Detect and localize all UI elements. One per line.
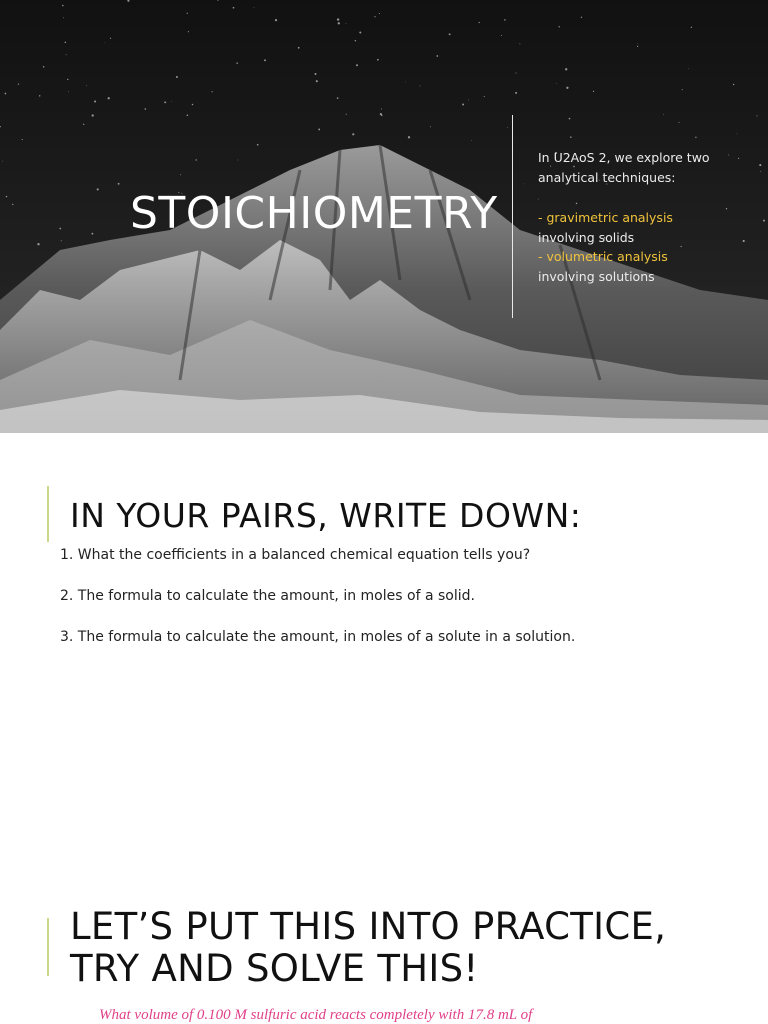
star-dot — [468, 100, 469, 101]
practice-heading-line2: TRY AND SOLVE THIS! — [70, 947, 479, 990]
star-dot — [504, 19, 506, 21]
star-dot — [68, 91, 69, 92]
star-dot — [187, 13, 188, 14]
star-dot — [257, 144, 259, 146]
star-dot — [678, 122, 679, 123]
star-dot — [637, 46, 638, 47]
star-dot — [180, 174, 181, 175]
technique-gravimetric-detail: involving solids — [538, 229, 635, 245]
star-dot — [479, 22, 480, 23]
star-dot — [682, 89, 683, 90]
star-dot — [22, 139, 23, 140]
star-dot — [145, 108, 147, 110]
pairs-heading: IN YOUR PAIRS, WRITE DOWN: — [70, 496, 582, 535]
star-dot — [346, 114, 347, 115]
star-dot — [12, 204, 13, 205]
star-dot — [638, 44, 639, 45]
star-dot — [118, 183, 120, 185]
star-dot — [519, 43, 520, 44]
star-dot — [420, 85, 421, 86]
intro-text-block — [538, 148, 753, 286]
star-dot — [236, 62, 238, 64]
star-dot — [61, 240, 62, 241]
star-dot — [59, 228, 61, 230]
star-dot — [164, 101, 166, 103]
technique-volumetric-detail: involving solutions — [538, 268, 655, 284]
star-dot — [759, 164, 761, 166]
star-dot — [110, 38, 111, 39]
technique-volumetric: - volumetric analysis — [538, 249, 668, 264]
star-dot — [484, 96, 485, 97]
star-dot — [763, 220, 765, 222]
intro-paragraph: In U2AoS 2, we explore two analytical techniques: — [538, 150, 710, 185]
practice-question: What volume of 0.100 M sulfuric acid reacts completely with 17.8 mL of — [99, 1007, 533, 1023]
star-dot — [94, 100, 96, 102]
star-dot — [449, 33, 451, 35]
star-dot — [507, 127, 508, 128]
star-dot — [405, 82, 406, 83]
star-dot — [187, 114, 189, 116]
star-dot — [516, 73, 517, 74]
star-dot — [430, 126, 431, 127]
star-dot — [436, 55, 438, 57]
star-dot — [356, 64, 358, 66]
star-dot — [318, 128, 320, 130]
vertical-divider — [512, 115, 513, 318]
star-dot — [352, 133, 354, 135]
star-dot — [408, 136, 410, 138]
star-dot — [377, 59, 379, 61]
star-dot — [523, 184, 524, 185]
star-dot — [316, 80, 318, 82]
star-dot — [337, 97, 339, 99]
practice-heading-line1: LET’S PUT THIS INTO PRACTICE, — [70, 905, 667, 948]
star-dot — [6, 196, 7, 197]
star-dot — [192, 104, 194, 106]
practice-heading — [70, 906, 666, 990]
star-dot — [515, 92, 517, 94]
star-dot — [39, 95, 40, 96]
list-item: 3. The formula to calculate the amount, in moles of a solute in a solution. — [60, 629, 576, 645]
star-dot — [556, 83, 557, 84]
star-dot — [188, 31, 189, 32]
star-dot — [264, 59, 266, 61]
star-dot — [346, 23, 347, 24]
star-dot — [105, 43, 106, 44]
star-dot — [65, 42, 66, 43]
star-dot — [581, 17, 582, 18]
star-dot — [92, 114, 94, 116]
star-dot — [275, 19, 277, 21]
accent-bar — [47, 918, 49, 976]
list-item: 1. What the coefficients in a balanced chemical equation tells you? — [60, 547, 531, 563]
star-dot — [737, 133, 738, 134]
list-item: 2. The formula to calculate the amount, in moles of a solid. — [60, 588, 475, 604]
star-dot — [381, 109, 382, 110]
star-dot — [37, 243, 39, 245]
star-dot — [462, 104, 464, 106]
star-dot — [566, 87, 568, 89]
star-dot — [663, 114, 664, 115]
star-dot — [756, 115, 757, 116]
star-dot — [338, 22, 340, 24]
star-dot — [471, 140, 472, 141]
star-dot — [760, 171, 761, 172]
star-dot — [66, 54, 67, 55]
star-dot — [43, 66, 45, 68]
star-dot — [558, 26, 559, 27]
star-dot — [238, 160, 239, 161]
question-list — [60, 545, 575, 668]
star-dot — [565, 68, 567, 70]
star-dot — [0, 126, 1, 127]
star-dot — [254, 7, 255, 8]
star-dot — [5, 93, 7, 95]
star-dot — [171, 101, 172, 102]
star-dot — [355, 40, 356, 41]
star-dot — [127, 0, 129, 2]
star-dot — [108, 97, 110, 99]
accent-bar — [47, 486, 49, 542]
star-dot — [18, 83, 19, 84]
star-dot — [691, 27, 692, 28]
star-dot — [97, 188, 99, 190]
star-dot — [695, 137, 696, 138]
star-dot — [359, 31, 361, 33]
star-dot — [315, 73, 317, 75]
spacer — [538, 187, 753, 208]
star-dot — [337, 18, 339, 20]
star-dot — [217, 0, 218, 1]
star-dot — [212, 91, 213, 92]
star-dot — [67, 79, 68, 80]
star-dot — [501, 35, 502, 36]
star-dot — [733, 84, 734, 85]
star-dot — [176, 76, 178, 78]
star-dot — [569, 118, 571, 120]
star-dot — [62, 5, 64, 7]
technique-gravimetric: - gravimetric analysis — [538, 210, 673, 225]
star-dot — [379, 13, 380, 14]
star-dot — [83, 124, 84, 125]
star-dot — [2, 161, 3, 162]
star-dot — [196, 159, 197, 160]
star-dot — [233, 7, 235, 9]
star-dot — [86, 85, 87, 86]
star-dot — [593, 91, 594, 92]
star-dot — [92, 233, 94, 235]
star-dot — [298, 47, 300, 49]
star-dot — [63, 17, 64, 18]
title-slide — [0, 0, 768, 433]
star-dot — [374, 16, 375, 17]
slide-title: STOICHIOMETRY — [130, 188, 498, 239]
star-dot — [570, 136, 572, 138]
star-dot — [688, 68, 689, 69]
star-dot — [381, 114, 383, 116]
